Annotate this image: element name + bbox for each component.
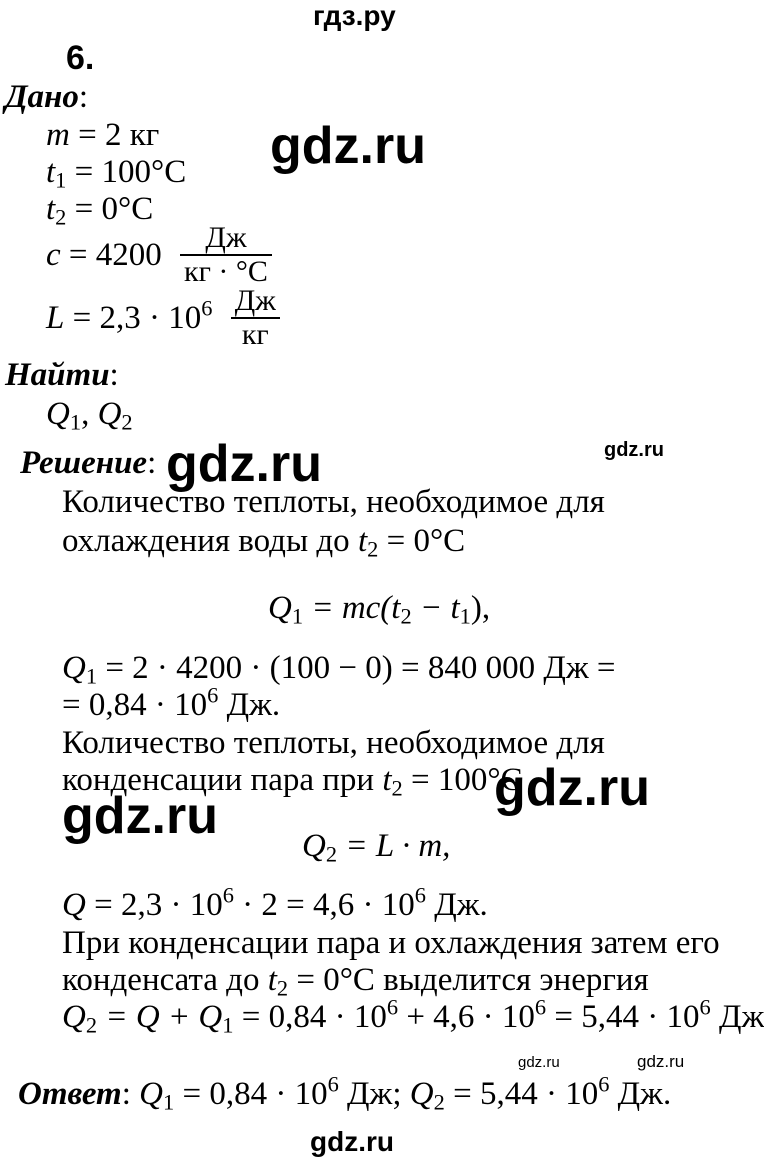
find-values: $Q_1$, $Q_2$: [46, 396, 133, 435]
calc-q1-result: = $0,84 \cdot 10^6$ Дж.: [62, 682, 281, 723]
problem-number: 6.: [66, 39, 95, 77]
calc-q1: $Q_1 = 2 \cdot 4200 \cdot (100 - 0) = 840$ 000 Дж =: [62, 650, 616, 689]
watermark-small-2: gdz.ru: [518, 1054, 560, 1071]
given-t2: $t_2 = 0^\circ C$: [46, 191, 154, 230]
given-heading: Дано:: [5, 79, 89, 115]
solution-line-4: конденсации пара при $t_2 = 100^\circ C$: [62, 762, 523, 801]
watermark-small-3: gdz.ru: [637, 1052, 685, 1071]
calc-q2-total: $Q_2 = Q + Q_1 = 0,84 \cdot 10^6 + 4,6 \cdot 10^6 = 5,44 \cdot 10^6$ Дж: [62, 994, 764, 1038]
watermark-large-3: gdz.ru: [494, 759, 650, 817]
find-heading: Найти:: [5, 357, 119, 393]
watermark-large-4: gdz.ru: [62, 787, 218, 845]
solution-heading: Решение:: [20, 445, 157, 481]
solution-line-3: Количество теплоты, необходимое для: [62, 725, 605, 761]
calc-q: $Q = 2,3 \cdot 10^6 \cdot 2 = 4,6 \cdot 10^6$ Дж.: [62, 882, 488, 923]
solution-line-6: конденсата до $t_2 = 0^\circ C$ выделится энергия: [62, 962, 649, 1001]
given-latent-heat: $L = 2,3 \cdot 10^6$ $\frac{Дж}{кг}$: [46, 285, 280, 351]
footer-watermark: gdz.ru: [310, 1126, 394, 1157]
watermark-large-2: gdz.ru: [166, 435, 322, 493]
watermark-large-1: gdz.ru: [270, 117, 426, 175]
solution-line-5: При конденсации пара и охлаждения затем его: [62, 925, 720, 961]
solution-line-1: Количество теплоты, необходимое для: [62, 484, 605, 520]
formula-q1: $Q_1 = mc(t_2 - t_1)$,: [268, 590, 491, 629]
given-mass: m = 2 кг: [46, 117, 160, 153]
given-heat-capacity: c = 4200 $\frac{Дж}{кг \cdot ^\circ C}$: [46, 222, 272, 288]
answer-line: Ответ: $Q_1 = 0,84 \cdot 10^6$ Дж; $Q_2 = 5,44 \cdot 10^6$ Дж.: [18, 1071, 672, 1115]
solution-line-2: охлаждения воды до $t_2 = 0^\circ C$: [62, 523, 466, 562]
formula-q2: $Q_2 = L \cdot m$,: [302, 828, 451, 867]
watermark-small-1: gdz.ru: [604, 439, 664, 461]
site-header: гдз.ру: [313, 0, 396, 31]
given-t1: $t_1 = 100^\circ C$: [46, 154, 187, 193]
